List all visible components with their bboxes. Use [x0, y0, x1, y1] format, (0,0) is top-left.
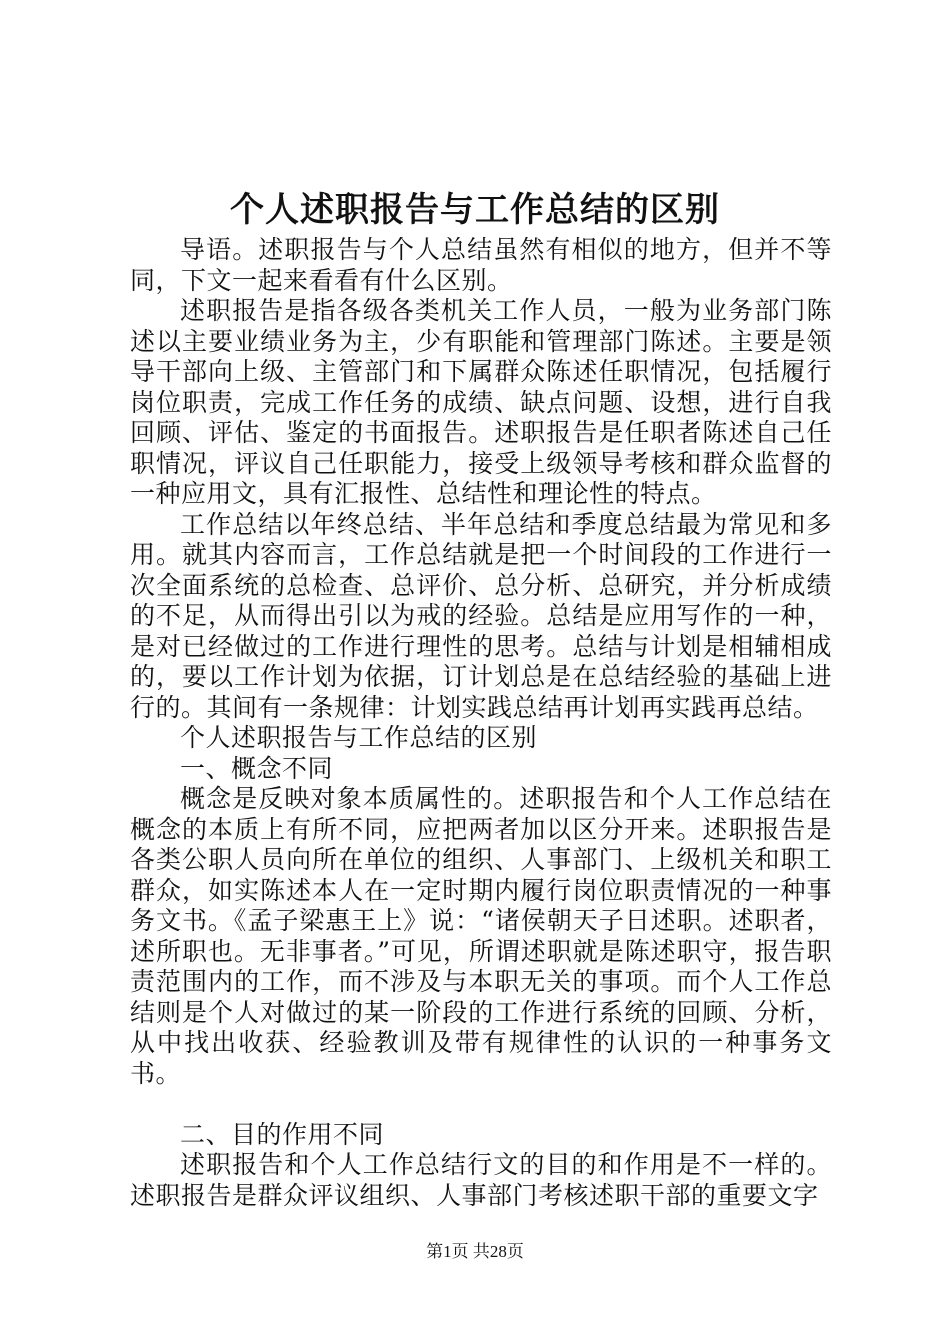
- subsection-heading-purpose: 二、目的作用不同: [180, 1119, 385, 1149]
- document-body: [130, 235, 832, 1211]
- page-number: 第1页 共28页: [426, 1242, 524, 1261]
- paragraph-spacer: [130, 1089, 832, 1120]
- paragraph-intro: 导语。述职报告与个人总结虽然有相似的地方，但并不等同，下文一起来看看有什么区别。: [130, 235, 832, 295]
- section-heading: 个人述职报告与工作总结的区别: [180, 723, 538, 752]
- paragraph-report-definition: 述职报告是指各级各类机关工作人员，一般为业务部门陈述以主要业绩业务为主，少有职能和管理部门陈述。主要是领导干部向上级、主管部门和下属群众陈述任职情况，包括履行岗位职责，完成工作任务的成绩、缺点问题、设想，进行自我回顾、评估、鉴定的书面报告。述职报告是任职者陈述自己任职情况，评议自己任职能力，接受上级领导考核和群众监督的一种应用文，具有汇报性、总结性和理论性的特点。: [130, 296, 832, 508]
- subsection-heading-concept: 一、概念不同: [180, 753, 334, 783]
- paragraph-concept: 概念是反映对象本质属性的。述职报告和个人工作总结在概念的本质上有所不同，应把两者加以区分开来。述职报告是各类公职人员向所在单位的组织、人事部门、上级机关和职工群众，如实陈述本人在一定时期内履行岗位职责情况的一种事务文书。《孟子梁惠王上》说：“诸侯朝天子日述职。述职者，述所职也。无非事者。”可见，所谓述职就是陈述职守，报告职责范围内的工作，而不涉及与本职无关的事项。而个人工作总结则是个人对做过的某一阶段的工作进行系统的回顾、分析，从中找出收获、经验教训及带有规律性的认识的一种事务文书。: [130, 784, 832, 1088]
- paragraph-summary-definition: 工作总结以年终总结、半年总结和季度总结最为常见和多用。就其内容而言，工作总结就是把一个时间段的工作进行一次全面系统的总检查、总评价、总分析、总研究，并分析成绩的不足，从而得出引以为戒的经验。总结是应用写作的一种，是对已经做过的工作进行理性的思考。总结与计划是相辅相成的，要以工作计划为依据，订计划总是在总结经验的基础上进行的。其间有一条规律：计划实践总结再计划再实践再总结。: [130, 509, 832, 722]
- paragraph-purpose: 述职报告和个人工作总结行文的目的和作用是不一样的。述职报告是群众评议组织、人事部门考核述职干部的重要文字: [130, 1150, 832, 1210]
- document-title: 个人述职报告与工作总结的区别: [230, 190, 720, 230]
